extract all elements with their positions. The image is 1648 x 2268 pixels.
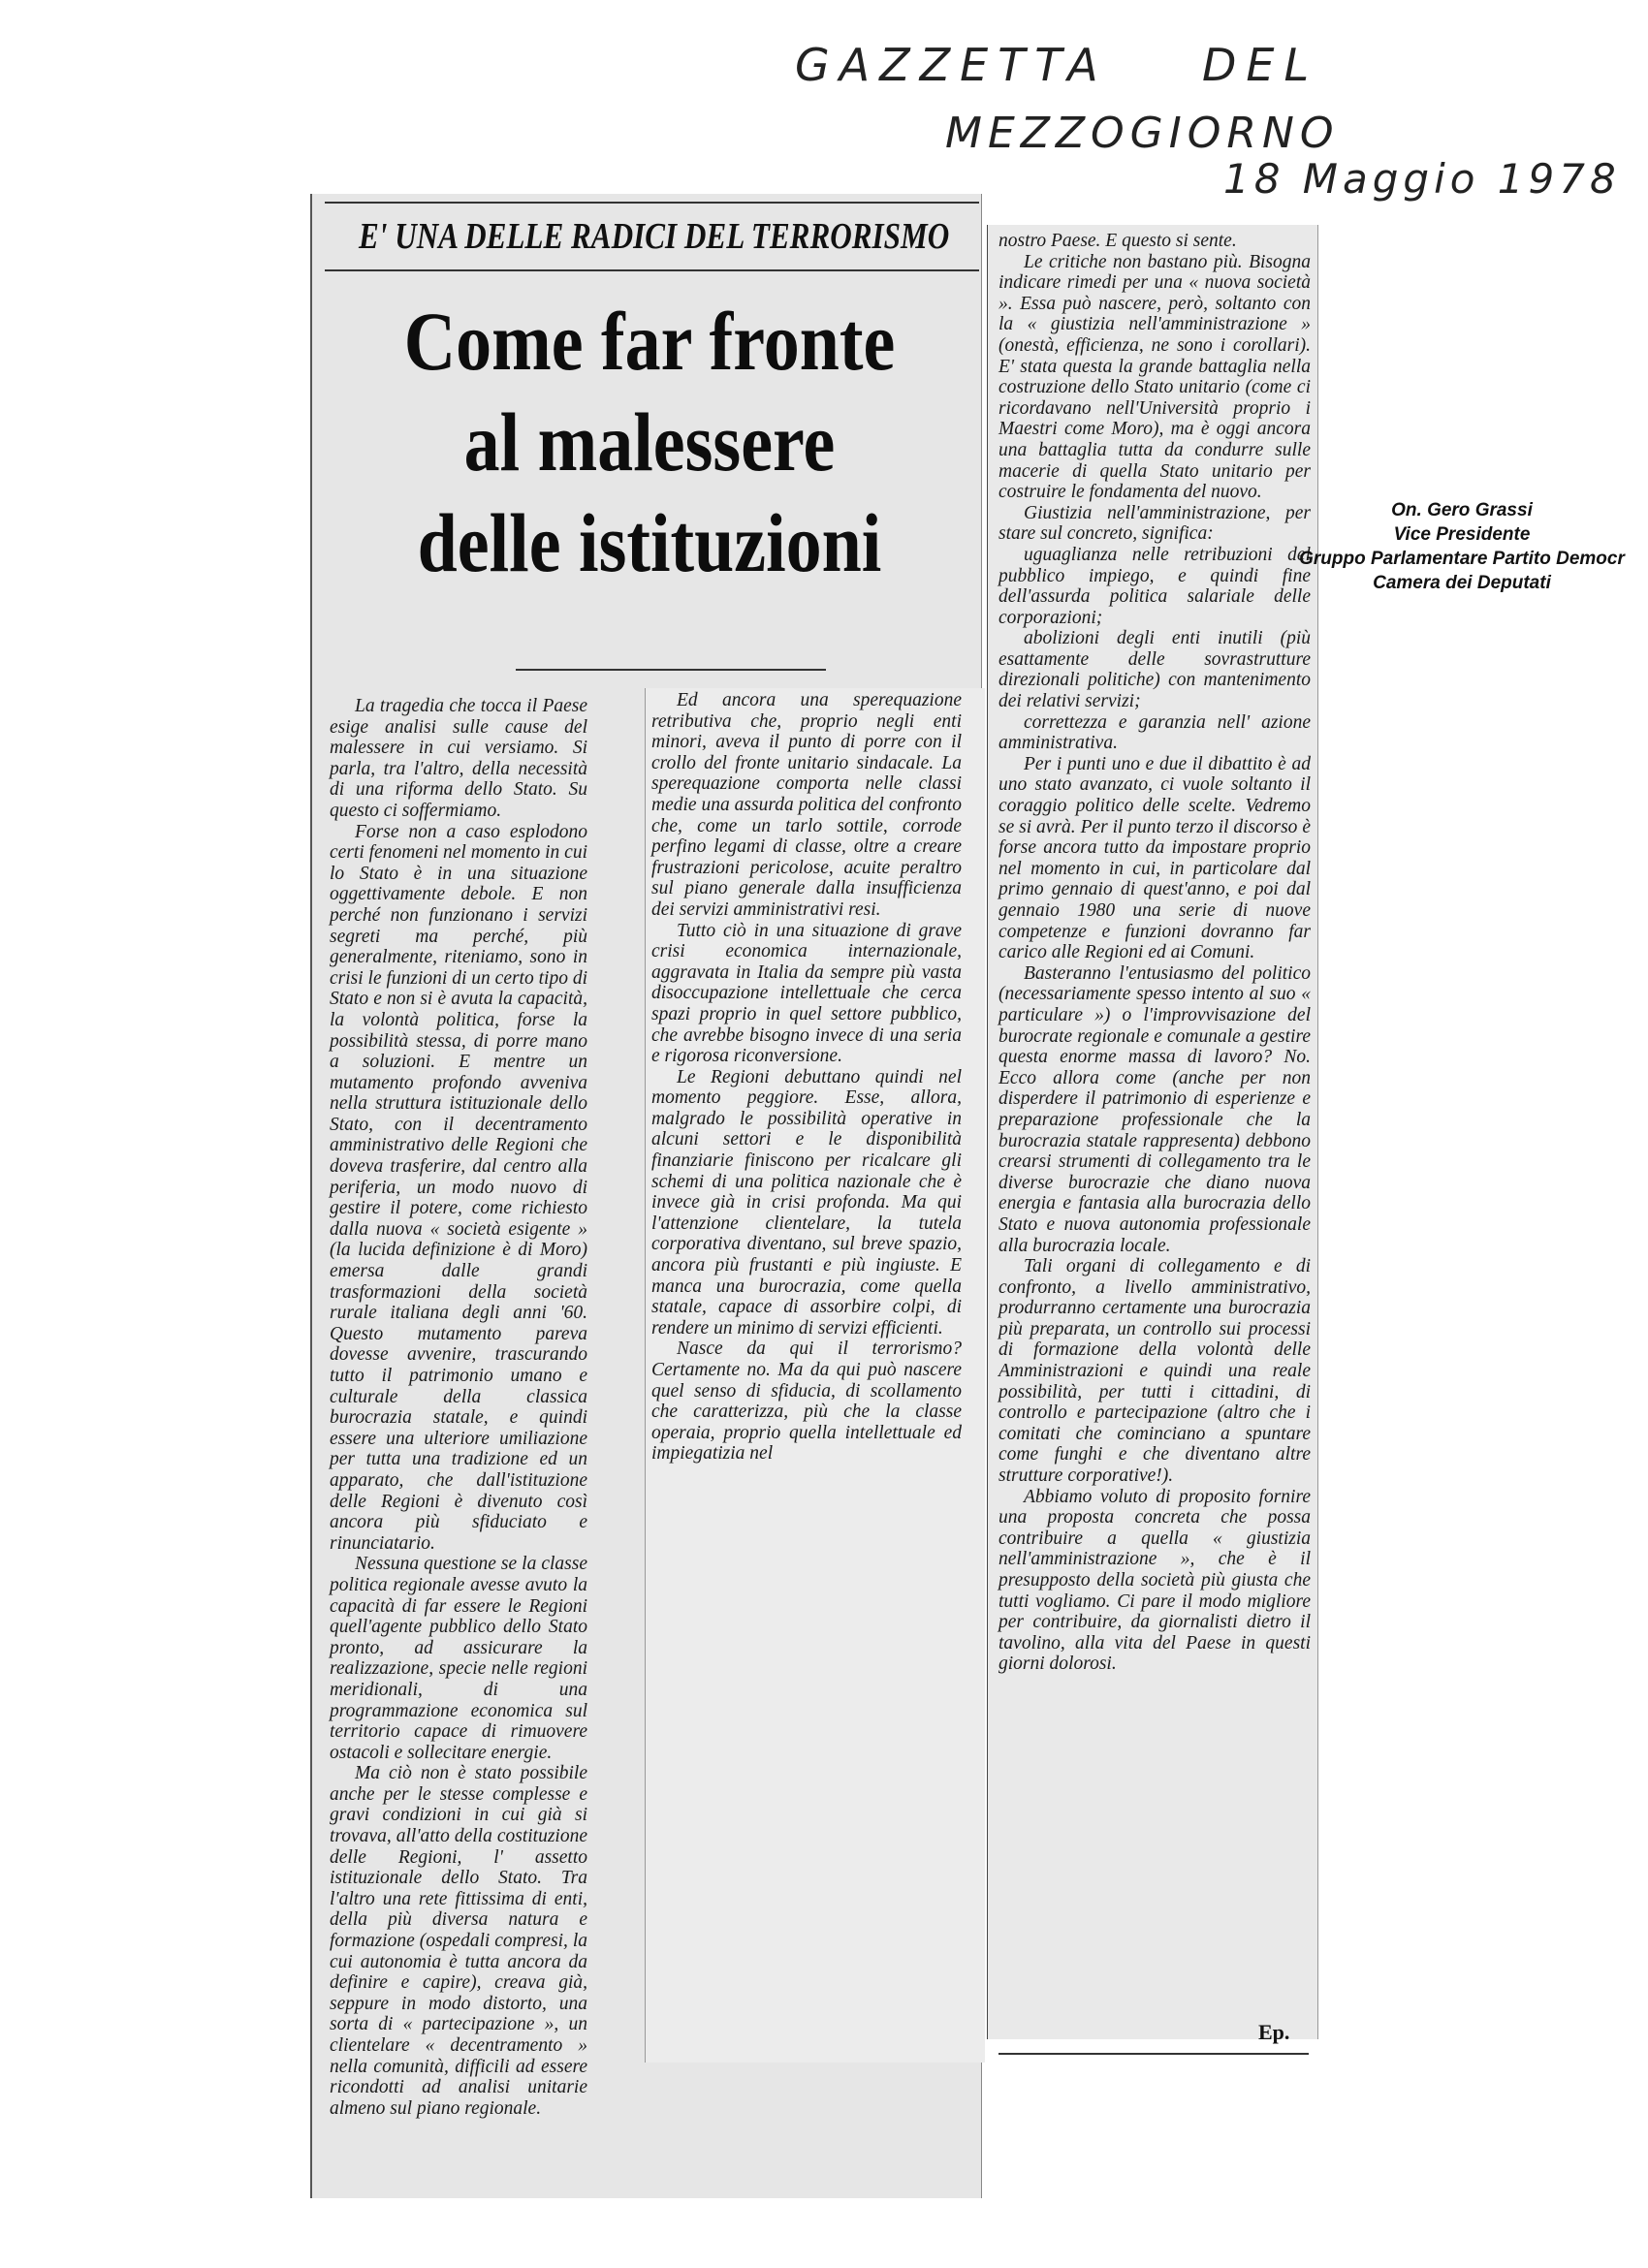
signature-rule: [998, 2053, 1309, 2055]
column-3-paragraph: Le critiche non bastano più. Bisogna indicare rimedi per una « nuova società ». Essa può nascere, però, soltanto con la « giustizia nell'amministrazione » (onestà, efficienza, ne sono i corollari). E' stata questa la grande battaglia nella costruzione dello Stato unitario (come ci ricordavano nell'Università proprio i Maestri come Moro), ma è oggi ancora una battaglia tutta da condurre sulle macerie di quella Stato unitario per costruire le fondamenta del nuovo.: [998, 251, 1311, 503]
stamp-role: Vice Presidente: [1393, 524, 1531, 545]
column-2-paragraph: Le Regioni debuttano quindi nel momento peggiore. Esse, allora, malgrado le possibilità operative in alcuni settori e le disponibilità finanziarie finiscono per ricalcare gli schemi di una politica nazionale che è invece già in crisi profonda. Ma qui l'attenzione clientelare, la tutela corporativa diventano, sul breve spazio, ancora più frustanti e più ingiuste. E manca una burocrazia, come quella statale, capace di assorbire colpi, di rendere un minimo di servizi efficienti.: [651, 1066, 962, 1339]
handwritten-mezzogiorno: MEZZOGIORNO: [945, 109, 1340, 158]
column-3-paragraph: Giustizia nell'amministrazione, per stare sul concreto, significa:: [998, 502, 1311, 545]
column-3-paragraph: abolizioni degli enti inutili (più esattamente delle sovrastrutture direzionali politiche) con mantenimento dei relativi servizi;: [998, 628, 1311, 712]
article-column-2: [651, 690, 962, 1465]
stamp-group: Gruppo Parlamentare Partito Democr: [1299, 549, 1625, 569]
column-1-paragraph: Ma ciò non è stato possibile anche per le stesse complesse e gravi condizioni in cui già si trovava, all'atto della costituzione delle Regioni, l' assetto istituzionale dello Stato. Tra l'altro una rete fittissima di enti, della più diversa natura e formazione (ospedali compresi, la cui autonomia è tutta ancora da definire e capire), creava già, seppure in modo distorto, una sorta di « partecipazione », un clientelare « decentramento » nella comunità, difficili ad essere ricondotti ad analisi unitarie almeno sul piano regionale.: [330, 1763, 587, 2119]
handwritten-del-text: DEL: [1202, 39, 1319, 91]
column-3-paragraph: Abbiamo voluto di proposito fornire una proposta concreta che possa contribuire a quella « giustizia nell'amministrazione », che è il presupposto della società più giusta che tutti vogliamo. Ci pare il modo migliore per contribuire, da giornalisti dietro il tavolino, alla vita del Paese in questi giorni dolorosi.: [998, 1486, 1311, 1675]
headline-line-1: Come far fronte: [403, 295, 896, 388]
column-1-paragraph: La tragedia che tocca il Paese esige analisi sulle cause del malessere in cui versiamo. Si parla, tra l'altro, della necessità di una riforma dello Stato. Su questo ci soffermiamo.: [330, 696, 587, 821]
column-3-paragraph: nostro Paese. E questo si sente.: [998, 231, 1237, 251]
handwritten-del: [1202, 39, 1318, 91]
column-1-paragraph: Forse non a caso esplodono certi fenomeni nel momento in cui lo Stato è in una situazione oggettivamente debole. E non perché non funzionano i servizi segreti ma perché, più generalmente, riteniamo, sono in crisi le funzioni di un certo tipo di Stato e non si è avuta la capacità, la volontà politica, forse la possibilità stessa, di porre mano a soluzioni. E mentre un mutamento profondo avveniva nella struttura istituzionale dello Stato, con il decentramento amministrativo delle Regioni che doveva trasferire, dal centro alla periferia, un modo nuovo di gestire il potere, come richiesto dalla nuova « società esigente » (la lucida definizione è di Moro) emersa dalle grandi trasformazioni della società rurale italiana degli anni '60. Questo mutamento pareva dovesse avvenire, trascurando tutto il patrimonio umano e culturale della classica burocrazia statale, e quindi essere una ulteriore umiliazione per tutta una tradizione ed un apparato, che dall'istituzione delle Regioni è divenuto così ancora più sfiduciato e rinunciatario.: [330, 821, 587, 1554]
handwritten-date-text: 18 Maggio 1978: [1223, 155, 1621, 203]
article-column-3: [998, 231, 1311, 1675]
handwritten-date: [1223, 155, 1621, 203]
article-kicker: E' UNA DELLE RADICI DEL TERRORISMO: [359, 216, 950, 257]
article-headline: [391, 291, 907, 593]
deputy-stamp: [1278, 498, 1646, 595]
column-2-paragraph: Ed ancora una sperequazione retributiva che, proprio negli enti minori, aveva il punto di porre con il crollo del fronte unitario sindacale. La sperequazione comporta nelle classi medie una assurda politica del confronto che, come un tarlo sottile, corrode perfino legami di classe, oltre a creare frustrazioni pericolose, acuite peraltro sul piano generale dalla insufficienza dei servizi amministrativi resi.: [651, 690, 962, 920]
article-column-1: [330, 696, 587, 2119]
column-1-paragraph: Nessuna questione se la classe politica regionale avesse avuto la capacità di far essere le Regioni quell'agente pubblico dello Stato pronto, ad assicurare la realizzazione, specie nelle regioni meridionali, di una programmazione economica sul territorio capace di rimuovere ostacoli e sollecitare energie.: [330, 1554, 587, 1763]
kicker-top-rule: [325, 202, 979, 204]
column-3-paragraph: Per i punti uno e due il dibattito è ad uno stato avanzato, ci vuole soltanto il coraggio politico delle scelte. Vedremo se si avrà. Per il punto terzo il discorso è forse ancora tutto da impostare proprio nel momento in cui, in particolare dal primo gennaio di quest'anno, e poi dal gennaio 1980 una serie di nuove competenze e funzioni dovranno far carico alle Regioni ed ai Comuni.: [998, 753, 1311, 963]
handwritten-newspaper-name-line2: [945, 109, 1340, 158]
headline-line-2: al malessere: [463, 395, 836, 488]
article-signature: Ep.: [1258, 2020, 1290, 2044]
handwritten-gazzetta: GAZZETTA: [795, 39, 1108, 91]
column-3-paragraph: Basteranno l'entusiasmo del politico (necessariamente spesso intento al suo « particulare ») o l'improvvisazione del burocrate regionale e comunale a gestire questa enorme massa di lavoro? No. Ecco allora come (anche per non disperdere il patrimonio di esperienze e preparazione professionale che la burocrazia statale rappresenta) debbono crearsi strumenti di collegamento tra le diverse burocrazie che diano nuova energia e fantasia alla burocrazia dello Stato e nuova autonomia professionale alla burocrazia locale.: [998, 962, 1311, 1256]
column-2-paragraph: Tutto ciò in una situazione di grave crisi economica internazionale, aggravata in Italia da sempre più vasta disoccupazione intellettuale che cerca spazi proprio in quel settore pubblico, che avrebbe bisogno invece di una seria e rigorosa riconversione.: [651, 920, 962, 1067]
column-3-paragraph: correttezza e garanzia nell' azione amministrativa.: [998, 711, 1311, 754]
kicker-bottom-rule: [325, 269, 979, 271]
headline-rule: [516, 669, 826, 671]
column-3-paragraph: Tali organi di collegamento e di confronto, a livello amministrativo, produrranno certamente una burocrazia più preparata, un controllo sui processi di formazione della volontà delle Amministrazioni e quindi una reale possibilità, per tutti i cittadini, di controllo e partecipazione (altro che i comitati che cominciano a spuntare come funghi e che diventano altre strutture corporative!).: [998, 1256, 1311, 1487]
headline-line-3: delle istituzioni: [417, 496, 882, 589]
handwritten-newspaper-name-line1: [795, 39, 1108, 91]
column-2-paragraph: Nasce da qui il terrorismo? Certamente no. Ma da qui può nascere quel senso di sfiducia, di scollamento che caratterizza, più che la classe operaia, proprio quella intellettuale ed impiegatizia nel: [651, 1339, 962, 1465]
stamp-name: On. Gero Grassi: [1391, 500, 1533, 520]
column-3-paragraph: uguaglianza nelle retribuzioni del pubblico impiego, e quindi fine dell'assurda politica salariale delle corporazioni;: [998, 544, 1311, 628]
stamp-chamber: Camera dei Deputati: [1373, 573, 1551, 593]
